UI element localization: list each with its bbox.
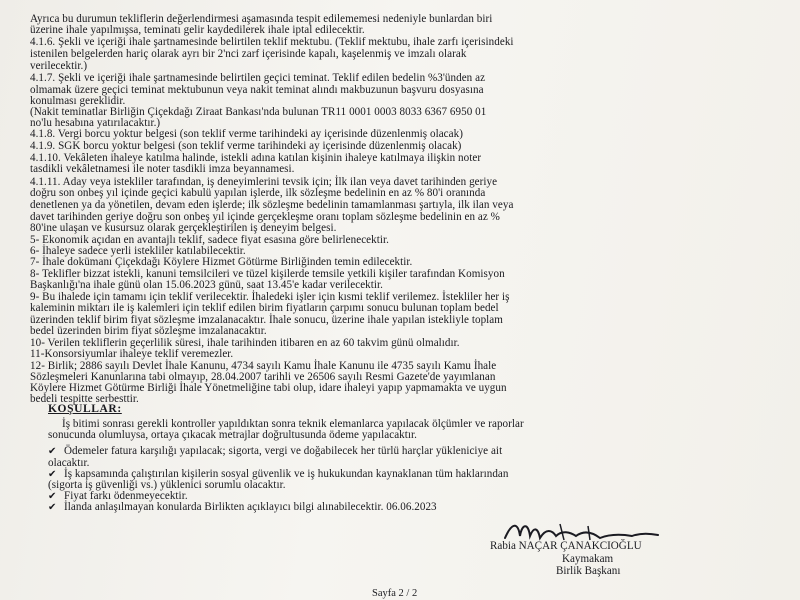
text-line: 6- İhaleye sadece yerli istekliler katılabilecektir. bbox=[30, 245, 246, 257]
text-line: Başkanlığı'na ihale günü olan 15.06.2023 günü, saat 13.45'e kadar verilecektir. bbox=[30, 279, 383, 291]
text-line: Ayrıca bu durumun tekliflerin değerlendirmesi aşamasında tespit edilememesi nedeniyle bunlardan biri bbox=[30, 13, 493, 25]
text-line: 12- Birlik; 2886 sayılı Devlet İhale Kanunu, 4734 sayılı Kamu İhale Kanunu ile 4735 sayılı Kamu İhale bbox=[30, 360, 497, 372]
text-line: no'lu hesabına yatırılacaktır.) bbox=[30, 117, 161, 129]
text-line: Sözleşmeleri Kanunlarına tabi olmayıp, 28.04.2007 tarihli ve 26506 sayılı Resmi Gazete'de yayımlanan bbox=[30, 371, 496, 383]
text-line: konulması gereklidir. bbox=[30, 95, 126, 107]
checkmark-icon: ✔ bbox=[48, 446, 57, 457]
text-line: 9- Bu ihalede için tamamı için teklif verilecektir. İhaledeki işler için kısmi teklif verilemez. İstekliler her iş bbox=[30, 291, 510, 303]
text-line: bedel üzerinden birim fiyat sözleşme imzalanacaktır. bbox=[30, 325, 267, 337]
text-line: 4.1.11. Aday veya istekliler tarafından, iş deneyimlerini tevsik için; İlk ilan veya davet tarihinden geriye bbox=[30, 176, 498, 188]
text-line: olmamak üzere geçici teminat mektubunun veya nakit teminat alındı makbuzunun başvuru dosyasına bbox=[30, 84, 484, 96]
text-line: 10- Verilen tekliflerin geçerlilik süresi, ihale tarihinden itibaren en az 60 takvim günü olmalıdır. bbox=[30, 337, 460, 349]
page-number: Sayfa 2 / 2 bbox=[372, 588, 418, 599]
condition-line: sonucunda olumluysa, ortaya çıkacak metrajlar doğrultusunda ödeme yapılacaktır. bbox=[48, 429, 417, 441]
checkmark-icon: ✔ bbox=[48, 502, 57, 513]
text-line: 4.1.7. Şekli ve içeriği ihale şartnamesinde belirtilen geçici teminat. Teklif edilen bedelin %3'ünden az bbox=[30, 72, 486, 84]
text-line: istenilen belgelerden hariç olarak ayrı bir 2'nci zarf içerisinde kapalı, kaşelenmiş ve imzalı olarak bbox=[30, 48, 467, 60]
signatory-name: Rabia NAÇAR ÇANAKCIOĞLU bbox=[490, 540, 642, 552]
text-line: 11-Konsorsiyumlar ihaleye teklif veremezler. bbox=[30, 348, 234, 360]
conditions-heading: KOŞULLAR: bbox=[48, 403, 122, 415]
text-line: denetlenen ya da yönetilen, devam eden işlerde; ilk sözleşme bedelinin tamamlanması şartıyla, ilk ilan veya bbox=[30, 199, 514, 211]
text-line: kaleminin miktarı ile iş kalemleri için teklif edilen birim fiyatların çarpımı sonucu bulunan toplam bedel bbox=[30, 302, 499, 314]
text-line: 4.1.10. Vekâleten ihaleye katılma halinde, istekli adına katılan kişinin ihaleye katılmaya ilişkin noter bbox=[30, 152, 482, 164]
text-line: doğru son onbeş yıl içinde geçici kabulü yapılan işlerde, ilk sözleşme bedelinin en az % 80'i oranında bbox=[30, 187, 486, 199]
condition-line: İş bitimi sonrası gerekli kontroller yapıldıktan sonra teknik elemanlarca yapılacak ölçümler ve raporlar bbox=[62, 418, 524, 430]
text-line: 8- Teklifler bizzat istekli, kanuni temsilcileri ve tüzel kişilerde temsile yetkili kişiler tarafından Komisyon bbox=[30, 268, 505, 280]
text-line: 4.1.9. SGK borcu yoktur belgesi (son teklif verme tarihindeki ay içerisinde düzenlenmiş olacak) bbox=[30, 140, 462, 152]
text-line: 80'ine ulaşan ve kusursuz olarak gerçekleştirilen iş deneyim belgesi. bbox=[30, 222, 337, 234]
condition-line: olacaktır. bbox=[48, 457, 90, 469]
text-line: 4.1.8. Vergi borcu yoktur belgesi (son teklif verme tarihindeki ay içerisinde düzenlenmiş olacak) bbox=[30, 128, 463, 140]
text-line: üzerinden teklif birim fiyat sözleşme imzalanacaktır. İhale sonucu, üzerine ihale yapılan istekliyle toplam bbox=[30, 314, 503, 326]
text-line: bedeli tespitte serbesttir. bbox=[30, 393, 139, 405]
condition-line: (sigorta iş güvenliği vs.) yüklenici sorumlu olacaktır. bbox=[48, 479, 286, 491]
condition-text: İş kapsamında çalıştırılan kişilerin sosyal güvenlik ve iş hukukundan kaynaklanan tüm haklarından bbox=[64, 468, 509, 480]
text-line: 4.1.6. Şekli ve içeriği ihale şartnamesinde belirtilen teklif mektubu. (Teklif mektubu, ihale zarfı içerisindeki bbox=[30, 36, 514, 48]
text-line: 5- Ekonomik açıdan en avantajlı teklif, sadece fiyat esasına göre belirlenecektir. bbox=[30, 234, 389, 246]
condition-item bbox=[48, 445, 502, 458]
text-line: 7- İhale dokümanı Çiçekdağı Köylere Hizmet Götürme Birliğinden temin edilecektir. bbox=[30, 256, 413, 268]
condition-text: Fiyat farkı ödenmeyecektir. bbox=[64, 490, 188, 502]
signatory-role: Birlik Başkanı bbox=[556, 565, 621, 577]
condition-text: İlanda anlaşılmayan konularda Birlikten açıklayıcı bilgi alınabilecektir. 06.06.2023 bbox=[64, 501, 437, 513]
signatory-title: Kaymakam bbox=[562, 553, 614, 565]
condition-text: Ödemeler fatura karşılığı yapılacak; sigorta, vergi ve doğabilecek her türlü harçlar yükleniciye ait bbox=[64, 445, 503, 457]
text-line: tasdikli vekâletnamesi ile noter tasdikli imza beyannamesi. bbox=[30, 163, 295, 175]
checkmark-icon: ✔ bbox=[48, 469, 57, 480]
text-line: üzerine ihale yapılmışsa, teminatı gelir kaydedilerek ihale iptal edilecektir. bbox=[30, 24, 365, 36]
text-line: (Nakit teminatlar Birliğin Çiçekdağı Ziraat Bankası'nda bulunan TR11 0001 0003 8033 6367 6950 01 bbox=[30, 106, 487, 118]
text-line: davet tarihinden geriye doğru son onbeş yıl içinde gerçekleşme oranı toplam sözleşme bedelinin en az % bbox=[30, 211, 500, 223]
condition-item bbox=[48, 501, 437, 514]
checkmark-icon: ✔ bbox=[48, 491, 57, 502]
text-line: verilecektir.) bbox=[30, 60, 88, 72]
text-line: Köylere Hizmet Götürme Birliği İhale Yönetmeliğine tabi olup, idare ihaleyi yapıp yapmamakta ve uygun bbox=[30, 382, 507, 394]
